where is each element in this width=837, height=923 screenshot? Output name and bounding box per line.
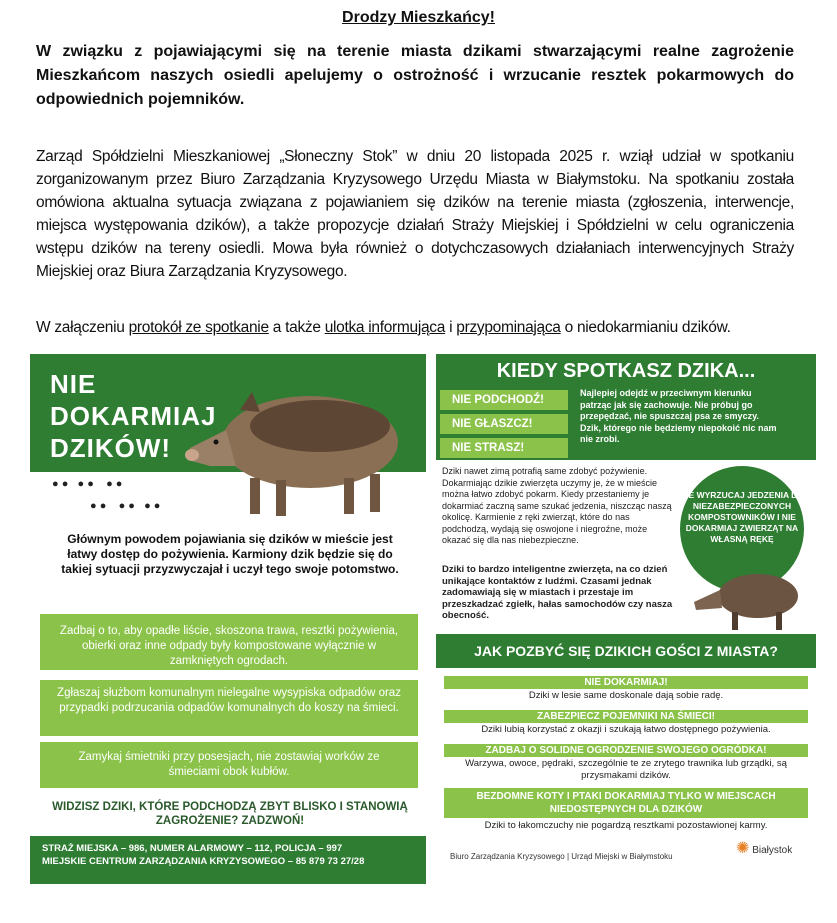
tip-box: Zadbaj o to, aby opadłe liście, skoszona trawa, resztki pożywienia, obierki oraz inne odpady były kompostowane wyłącznie w zamkniętych ogrodach. [40, 614, 418, 670]
contacts-bar [30, 836, 426, 884]
tag-badge: NIE STRASZ! [440, 438, 568, 458]
warning-circle-text: NIE WYRZUCAJ JEDZENIA DO NIEZABEZPIECZONYCH KOMPOSTOWNIKÓW I NIE DOKARMIAJ ZWIERZĄT NA WŁASNĄ RĘKĘ [680, 490, 804, 544]
step-title: NIE DOKARMIAJ! [444, 676, 808, 689]
step-text: Warzywa, owoce, pędraki, szczególnie te ze zrytego trawnika lub grządki, są przysmakami dzików. [465, 758, 787, 781]
tip-box: Zamykaj śmietniki przy posesjach, nie zostawiaj worków ze śmieciami obok kubłów. [40, 742, 418, 788]
step-text: Dziki lubią korzystać z okazji i szukają łatwo dostępnego pożywienia. [481, 724, 771, 735]
footprints-icon: ● ● ● ● ● ● [52, 478, 123, 490]
how-to-band: JAK POZBYĆ SIĘ DZIKICH GOŚCI Z MIASTA? [436, 634, 816, 668]
advice-text: Najlepiej odejdź w przeciwnym kierunku patrząc jak się zachowuje. Nie próbuj go przepędzać, nie spuszczaj psa ze smyczy. Dzik, którego nie będziemy niepokoić nic nam nie zrobi. [580, 388, 777, 444]
leaflet-info-link[interactable]: ulotka informująca [324, 319, 446, 336]
tip-box: Zgłaszaj służbom komunalnym nielegalne wysypiska odpadów oraz przypadki podrzucania odpadów komunalnych do koszy na śmieci. [40, 680, 418, 736]
attachments-mid1: a także [272, 319, 321, 336]
right-poster-headline: KIEDY SPOTKASZ DZIKA... [496, 360, 756, 382]
headline-line-1: NIE [50, 369, 97, 399]
info-text-2: Dziki to bardzo inteligentne zwierzęta, na co dzień unikające kontaktów z ludźmi. Czasami jednak zadomawiają się w miastach i przestaje im przeszkadzać zgiełk, hałas samochodów czy nasza obecność. [442, 564, 673, 621]
page-title: Drodzy Mieszkańcy! [342, 9, 495, 26]
contact-line: MIEJSKIE CENTRUM ZARZĄDZANIA KRYZYSOWEGO – 85 879 73 27/28 [42, 856, 365, 867]
right-poster [436, 354, 816, 884]
step-text: Dziki w lesie same doskonale dają sobie radę. [528, 690, 724, 701]
headline-line-2: DOKARMIAJ [50, 401, 217, 431]
footprints-icon: ● ● ● ● ● ● [90, 500, 161, 512]
step-title: ZADBAJ O SOLIDNE OGRODZENIE SWOJEGO OGRÓDKA! [444, 744, 808, 757]
poster-footer: Biuro Zarządzania Kryzysowego | Urząd Miejski w Białymstoku [450, 852, 673, 861]
protocol-link[interactable]: protokół ze spotkanie [128, 319, 269, 336]
info-text-1: Dziki nawet zimą potrafią same zdobyć pożywienie. Dokarmiając dzikie zwierzęta uczymy je, że w mieście można łatwo zdobyć pokarm. Kiedy przestaniemy je dokarmiać zaczną same szukać jedzenia, niszcząc naszą okolicę. Karmienie z ręki zwierząt, które do nas podchodzą, wydają się oswojone i niegroźne, może okazać się dla nas niebezpieczne. [442, 466, 672, 545]
body-paragraph: Zarząd Spółdzielni Mieszkaniowej „Słoneczny Stok” w dniu 20 listopada 2025 r. wziął udział w spotkaniu zorganizowanym przez Biuro Zarządzania Kryzysowego Urzędu Miasta w Białymstoku. Na spotkaniu została omówiona aktualna sytuacja związana z pojawianiem się dzików na terenie miasta (zgłoszenia, interwencje, miejsca występowania dzików), a także propozycje działań Straży Miejskiej i Spółdzielni w celu ograniczenia wstępu dzików na tereny osiedli. Mowa była również o dotychczasowych działaniach interwencyjnych Straży Miejskiej oraz Biura Zarządzania Kryzysowego. [36, 148, 794, 280]
logo-text: Białystok [752, 845, 793, 856]
tag-badge: NIE GŁASZCZ! [440, 414, 568, 434]
lead-paragraph: W związku z pojawiającymi się na terenie miasta dzikami stwarzającymi realne zagrożenie Mieszkańcom naszych osiedli apelujemy o ostrożność i wrzucanie resztek pokarmowych do odpowiednich pojemników. [36, 43, 794, 108]
attachments-prefix: W załączeniu [36, 319, 125, 336]
bialystok-logo [736, 838, 792, 858]
tag-badge: NIE PODCHODŹ! [440, 390, 568, 410]
attachments-line [36, 317, 816, 339]
sun-icon: ✺ [736, 840, 750, 857]
step-title: BEZDOMNE KOTY I PTAKI DOKARMIAJ TYLKO W MIEJSCACH NIEDOSTĘPNYCH DLA DZIKÓW [444, 788, 808, 818]
boar-illustration-icon [180, 370, 420, 520]
step-text: Dziki to łakomczuchy nie pogardzą resztkami pozostawionej karmy. [484, 820, 768, 831]
boar-small-icon [686, 562, 806, 632]
attachments-suffix: o niedokarmianiu dzików. [564, 319, 731, 336]
left-poster-main-text: Głównym powodem pojawiania się dzików w mieście jest łatwy dostęp do pożywienia. Karmiony dzik będzie się do takiej sytuacji przyzwyczajał i uczył tego swoje potomstwo. [61, 532, 399, 576]
headline-line-3: DZIKÓW! [50, 433, 172, 463]
call-to-action: WIDZISZ DZIKI, KTÓRE PODCHODZĄ ZBYT BLISKO I STANOWIĄ ZAGROŻENIE? ZADZWOŃ! [52, 801, 408, 827]
leaflet-reminder-link[interactable]: przypominająca [456, 319, 561, 336]
step-title: ZABEZPIECZ POJEMNIKI NA ŚMIECI! [444, 710, 808, 723]
attachments-mid2: i [449, 319, 453, 336]
contact-line: STRAŻ MIEJSKA – 986, NUMER ALARMOWY – 112, POLICJA – 997 [42, 843, 343, 854]
left-poster [30, 354, 426, 884]
